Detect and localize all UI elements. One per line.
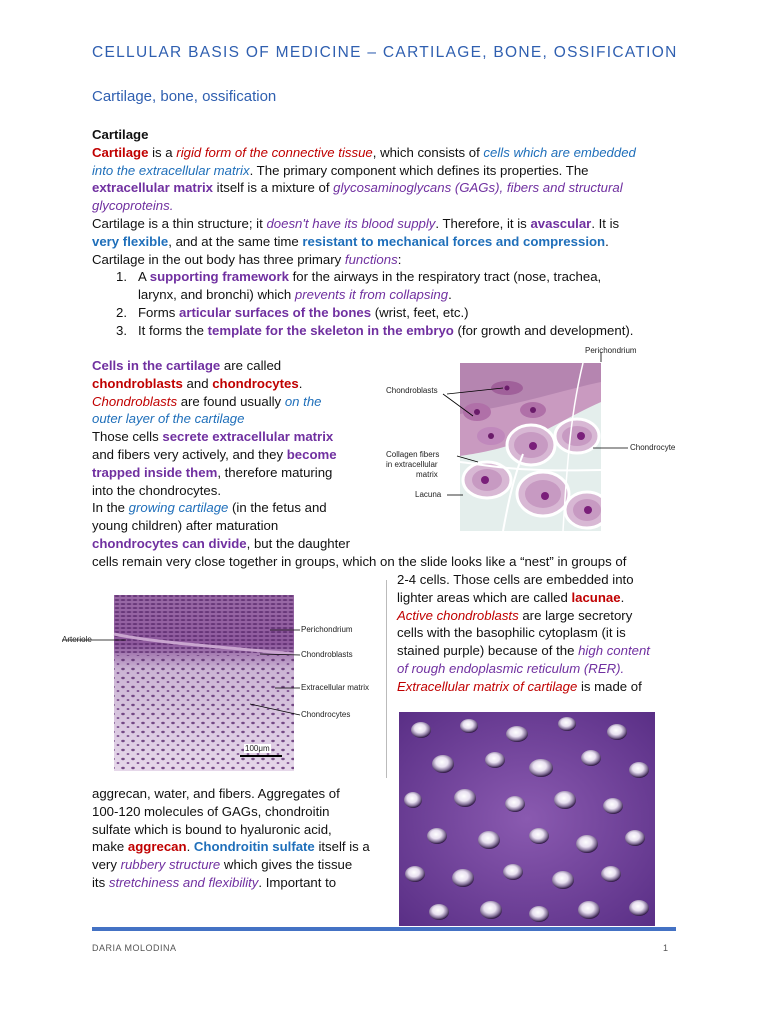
term-lacunae: lacunae	[571, 589, 621, 605]
list-item-continuation	[92, 286, 636, 304]
term-ecm: extracellular matrix	[92, 180, 213, 196]
text-span: aggrecan, water, and fibers. Aggregates of	[92, 786, 340, 801]
highlight-stretchiness: stretchiness and flexibility	[108, 874, 259, 890]
list-number: 2.	[116, 304, 127, 320]
text-span: .	[605, 233, 609, 249]
label-lacuna: Lacuna	[415, 490, 442, 499]
highlight-active-chondroblasts: Active chondroblasts	[397, 607, 519, 623]
cartilage-micrograph	[60, 594, 382, 776]
term-avascular: avascular	[530, 215, 592, 231]
term-articular: articular surfaces of the bones	[179, 304, 372, 320]
list-item	[92, 304, 636, 322]
text-span: and	[182, 375, 213, 391]
cartilage-diagram	[383, 344, 676, 532]
highlight-chondroblasts: Chondroblasts	[92, 393, 178, 409]
page-number: 1	[663, 943, 669, 953]
term-template: template for the skeleton in the embryo	[207, 322, 454, 338]
term-can-divide: chondrocytes can divide	[92, 535, 247, 551]
text-span: cells remain very close together in groups, which on the slide looks like a “nest” in groups of	[92, 553, 627, 569]
text-span: . The primary component which defines its properties. The	[249, 162, 589, 178]
term-secrete: secrete extracellular matrix	[162, 429, 334, 445]
label-perichondrium-micro: Perichondrium	[301, 625, 353, 634]
label-ecm-micro: Extracellular matrix	[301, 683, 370, 692]
intro-line-4	[92, 197, 636, 215]
term-flexible: very flexible	[92, 233, 169, 249]
text-span: larynx, and bronchi) which	[138, 287, 295, 303]
label-arteriole: Arteriole	[62, 635, 92, 644]
list-number: 1.	[116, 269, 127, 285]
highlight-outer-layer: outer layer of the cartilage	[92, 411, 245, 427]
highlight-on-the: on the	[284, 393, 322, 409]
text-span: 100-120 molecules of GAGs, chondroitin	[92, 803, 330, 819]
term-chondroblasts: chondroblasts	[92, 375, 183, 391]
text-span: In the	[92, 500, 129, 516]
text-span: itself is a	[314, 839, 370, 855]
text-span: Those cells	[92, 429, 163, 445]
list-item	[92, 322, 636, 340]
text-span: young children) after maturation	[92, 518, 279, 534]
footer-author: DARIA MOLODINA	[92, 943, 177, 953]
text-span: cells with the basophilic cytoplasm (it is	[397, 625, 626, 641]
scale-bar-label: 100μm	[245, 744, 270, 753]
highlight-gags: glycosaminoglycans (GAGs), fibers and structural	[333, 180, 623, 196]
highlight-ecm-cartilage: Extracellular matrix of cartilage	[397, 678, 578, 694]
text-span: for the airways in the respiratory tract (nose, trachea,	[288, 269, 602, 285]
text-span: It forms the	[138, 322, 208, 338]
highlight-functions: functions	[344, 251, 398, 267]
highlight-rigid: rigid form of the connective tissue	[176, 144, 373, 160]
label-collagen	[386, 450, 439, 480]
right-column-text	[397, 571, 650, 696]
photo-image	[399, 712, 655, 926]
text-span: , but the daughter	[246, 535, 351, 551]
text-span: .	[186, 839, 194, 855]
text-span: are found usually	[177, 393, 285, 409]
text-span: Forms	[138, 304, 180, 320]
text-span: Cartilage in the out body has three primary	[92, 251, 345, 267]
text-span: (wrist, feet, etc.)	[371, 304, 469, 320]
intro-line-5	[92, 215, 636, 233]
text-span: is made of	[577, 678, 642, 694]
list-item	[92, 268, 636, 286]
highlight-prevents: prevents it from collapsing	[294, 287, 449, 303]
text-span: 2-4 cells. Those cells are embedded into	[397, 572, 634, 587]
intro-line-7	[92, 251, 636, 269]
intro-line-6	[92, 233, 636, 251]
list-number: 3.	[116, 322, 127, 338]
label-collagen-line: matrix	[416, 470, 438, 479]
text-span: . Important to	[258, 874, 337, 890]
label-collagen-line: in extracellular	[386, 460, 438, 469]
section-subtitle: Cartilage, bone, ossification	[92, 88, 277, 105]
highlight-cells-embedded: cells which are embedded	[483, 144, 636, 160]
hyaline-cartilage-photo	[399, 712, 655, 926]
text-span: which gives the tissue	[220, 857, 353, 873]
highlight-blood-supply: doesn't have its blood supply	[266, 215, 436, 231]
highlight-rubbery: rubbery structure	[120, 857, 221, 873]
term-cartilage: Cartilage	[92, 144, 149, 160]
term-supporting: supporting framework	[149, 269, 289, 285]
text-span: make	[92, 839, 128, 855]
footer-divider	[92, 927, 676, 931]
text-span: , which consists of	[372, 144, 484, 160]
highlight-growing: growing cartilage	[128, 500, 229, 516]
text-span: (for growth and development).	[453, 322, 634, 338]
cartilage-heading: Cartilage	[92, 127, 149, 142]
text-span: sulfate which is bound to hyaluronic acid,	[92, 821, 332, 837]
highlight-high-content: high content	[578, 643, 650, 659]
term-aggrecan: aggrecan	[127, 839, 187, 855]
label-chondrocytes-micro: Chondrocytes	[301, 710, 351, 719]
text-span: (in the fetus and	[228, 500, 327, 516]
text-span: .	[620, 589, 625, 605]
term-chondroitin: Chondroitin sulfate	[193, 839, 315, 855]
bottom-text	[92, 785, 370, 892]
diagram-illustration	[383, 344, 676, 532]
text-span: lighter areas which are called	[397, 589, 572, 605]
highlight-glycoproteins: glycoproteins.	[92, 198, 174, 214]
text-span: .	[448, 287, 452, 303]
highlight-rer: of rough endoplasmic reticulum (RER).	[397, 660, 625, 676]
term-resistant: resistant to mechanical forces and compression	[302, 233, 606, 249]
text-span: is a	[148, 144, 177, 160]
text-span: are called	[220, 358, 282, 373]
text-span: and fibers very actively, and they	[92, 446, 287, 462]
text-span: are large secretory	[518, 607, 633, 623]
text-span: stained purple) because of the	[397, 643, 579, 659]
term-become: become	[286, 446, 337, 462]
text-span: into the chondrocytes.	[92, 482, 222, 498]
text-span: very	[92, 857, 121, 873]
text-span: A	[138, 269, 150, 285]
term-chondrocytes: chondrocytes	[212, 375, 299, 391]
label-collagen-line: Collagen fibers	[386, 450, 440, 459]
label-chondroblasts-micro: Chondroblasts	[301, 650, 353, 659]
intro-block	[92, 126, 636, 340]
text-span: its	[92, 874, 109, 890]
label-chondroblasts: Chondroblasts	[386, 386, 438, 395]
intro-line-1	[92, 144, 636, 162]
functions-list	[92, 268, 636, 339]
intro-line-3	[92, 179, 636, 197]
text-span: , and at the same time	[168, 233, 303, 249]
column-divider	[386, 580, 387, 778]
highlight-ecm-into: into the extracellular matrix	[92, 162, 250, 178]
text-span: itself is a mixture of	[212, 180, 334, 196]
label-perichondrium: Perichondrium	[585, 346, 637, 355]
text-span: :	[397, 251, 402, 267]
intro-line-2	[92, 162, 636, 180]
text-span: Cartilage is a thin structure; it	[92, 215, 267, 231]
page-title: CELLULAR BASIS OF MEDICINE – CARTILAGE, BONE, OSSIFICATION	[92, 44, 678, 61]
term-cells: Cells in the cartilage	[92, 358, 221, 373]
term-trapped: trapped inside them	[92, 464, 218, 480]
text-span: .	[298, 375, 303, 391]
text-span: . It is	[591, 215, 620, 231]
text-span: , therefore maturing	[217, 464, 333, 480]
text-span: . Therefore, it is	[435, 215, 531, 231]
label-chondrocyte: Chondrocyte	[630, 443, 676, 452]
